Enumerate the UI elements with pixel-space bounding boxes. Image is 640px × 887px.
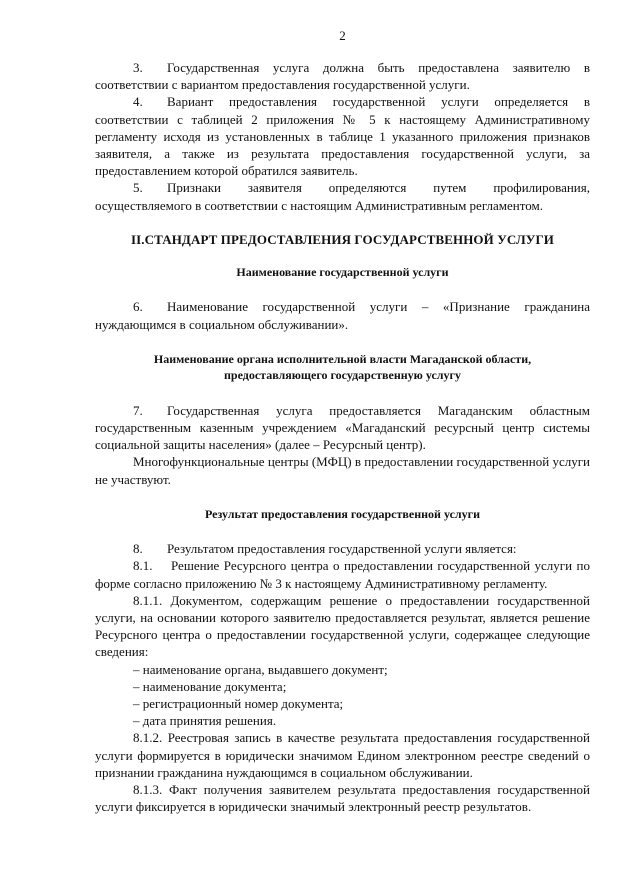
paragraph-3 [95, 59, 590, 93]
title-line: Наименование органа исполнительной власти Магаданской области, [153, 351, 532, 366]
list-item: – регистрационный номер документа; [133, 696, 344, 712]
page-number: 2 [339, 28, 346, 43]
paragraph-7 [95, 402, 590, 454]
paragraph-4 [95, 93, 590, 179]
paragraph-8-1-3: 8.1.3. Факт получения заявителем результата предоставления государственной услуги фиксируется в юридически значимый электронный реестр результатов. [95, 782, 590, 815]
paragraph-text: Результатом предоставления государственной услуги является: [167, 541, 517, 557]
paragraph-number: 4. [133, 94, 143, 110]
list-item: – наименование органа, выдавшего документ; [133, 661, 388, 677]
paragraph-text: Признаки заявителя определяются путем профилирования, осуществляемого в соответствии с настоящим Административным регламентом. [95, 180, 590, 213]
title-line: предоставляющего государственную услугу [224, 368, 461, 383]
paragraph-text: Решение Ресурсного центра о предоставлении государственной услуги по форме согласно приложению № 3 к настоящему Административному регламенту. [95, 558, 590, 591]
paragraph-6 [95, 298, 590, 332]
paragraph-8-1-1: 8.1.1. Документом, содержащим решение о предоставлении государственной услуги, на основании которого заявителю предоставляется результат, является решение Ресурсного центра о предоставлении государственной услуги, содержащее следующие сведения: [95, 592, 590, 660]
paragraph-text: Государственная услуга предоставляется Магаданским областным государственным казенным учреждением «Магаданский ресурсный центр системы социальной защиты населения» (далее – Ресурсный центр). [95, 402, 590, 453]
paragraph-number: 6. [133, 299, 143, 315]
section-title: II.СТАНДАРТ ПРЕДОСТАВЛЕНИЯ ГОСУДАРСТВЕННОЙ УСЛУГИ [130, 231, 555, 247]
paragraph-8-1 [95, 557, 590, 591]
subsection-title-service-name: Наименование государственной услуги [236, 264, 449, 279]
paragraph-text: Наименование государственной услуги – «Признание гражданина нуждающимся в социальном обслуживании». [95, 299, 590, 332]
paragraph-mfc: Многофункциональные центры (МФЦ) в предоставлении государственной услуги не участвуют. [95, 454, 590, 487]
paragraph-number: 3. [133, 60, 143, 75]
paragraph-text: Государственная услуга должна быть предоставлена заявителю в соответствии с вариантом предоставления государственной услуги. [95, 60, 590, 93]
list-item: – наименование документа; [133, 678, 287, 694]
paragraph-number: 8. [133, 541, 143, 557]
list-item: – дата принятия решения. [133, 713, 277, 729]
paragraph-5 [95, 179, 590, 213]
paragraph-number: 5. [133, 180, 143, 196]
paragraph-text: Вариант предоставления государственной услуги определяется в соответствии с таблицей 2 приложения № 5 к настоящему Административному регламенту исходя из установленных в таблице 1 указанного приложения признаков заявителя, а также из результата предоставления государственной услуги, за предоставлением которой обратился заявитель. [95, 94, 590, 179]
paragraph-number: 8.1. [133, 558, 153, 574]
subsection-title-result: Результат предоставления государственной услуги [204, 506, 481, 521]
paragraph-number: 7. [133, 402, 143, 418]
paragraph-8-1-2: 8.1.2. Реестровая запись в качестве результата предоставления государственной услуги формируется в юридически значимом Едином электронном реестре сведений о признании гражданина нуждающимся в социальном обслуживании. [95, 730, 590, 780]
subsection-title-authority [95, 351, 590, 384]
paragraph-8 [95, 540, 590, 557]
